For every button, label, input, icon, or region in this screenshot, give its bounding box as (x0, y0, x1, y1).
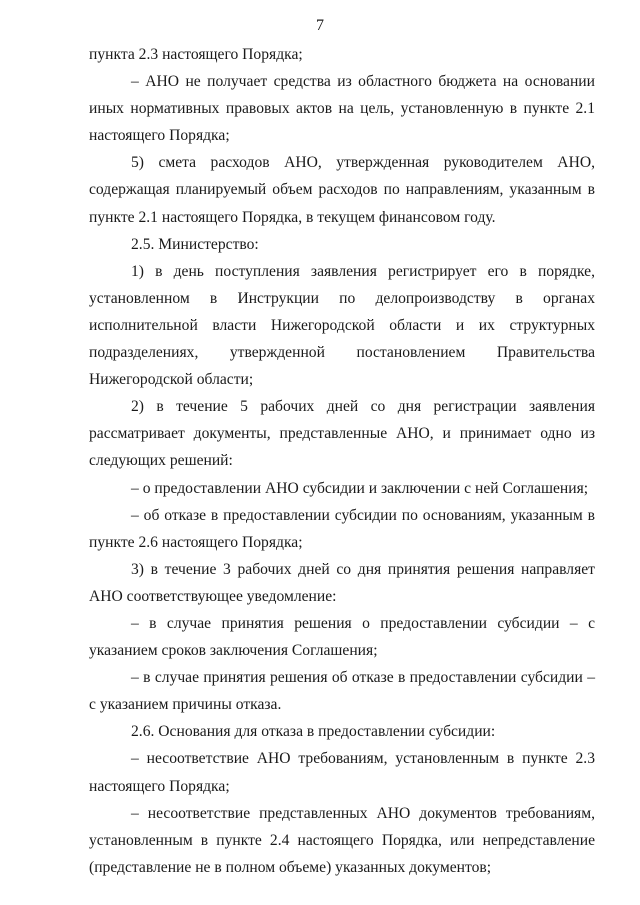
document-body (89, 41, 595, 881)
paragraph-dash-item: – о предоставлении АНО субсидии и заключении с ней Соглашения; (131, 479, 589, 497)
page-number: 7 (316, 17, 324, 34)
paragraph-dash-item: – в случае принятия решения о предоставлении субсидии – с указанием сроков заключения Соглашения; (89, 614, 595, 660)
paragraph-dash-item: – об отказе в предоставлении субсидии по основаниям, указанным в пункте 2.6 настоящего Порядка; (89, 506, 595, 551)
paragraph-dash-item: – АНО не получает средства из областного бюджета на основании иных нормативных правовых актов на цель, установленную в пункте 2.1 настоящего Порядка; (89, 73, 595, 145)
paragraph-item-1: 1) в день поступления заявления регистрирует его в порядке, установленном в Инструкции по делопроизводству в органах исполнительной власти Нижегородской области и их структурных подразделениях, утвержденной постановлением Правительства Нижегородской области; (89, 262, 595, 389)
paragraph-item-5: 5) смета расходов АНО, утвержденная руководителем АНО, содержащая планируемый объем расходов по направлениям, указанным в пункте 2.1 настоящего Порядка, в текущем финансовом году. (89, 154, 595, 226)
section-heading-2-6: 2.6. Основания для отказа в предоставлении субсидии: (131, 723, 496, 741)
section-heading-2-5: 2.5. Министерство: (131, 235, 259, 253)
paragraph-dash-item: – несоответствие представленных АНО документов требованиям, установленным в пункте 2.4 настоящего Порядка, или непредставление (представление не в полном объеме) указанных документов; (89, 804, 595, 876)
paragraph-item-2: 2) в течение 5 рабочих дней со дня регистрации заявления рассматривает документы, представленные АНО, и принимает одно из следующих решений: (89, 398, 595, 470)
paragraph-dash-item: – несоответствие АНО требованиям, установленным в пункте 2.3 настоящего Порядка; (89, 750, 595, 795)
paragraph-item-3: 3) в течение 3 рабочих дней со дня принятия решения направляет АНО соответствующее уведомление: (89, 560, 595, 605)
paragraph-dash-item: – в случае принятия решения об отказе в предоставлении субсидии – с указанием причины отказа. (89, 669, 595, 714)
paragraph-continuation: пункта 2.3 настоящего Порядка; (89, 46, 303, 63)
